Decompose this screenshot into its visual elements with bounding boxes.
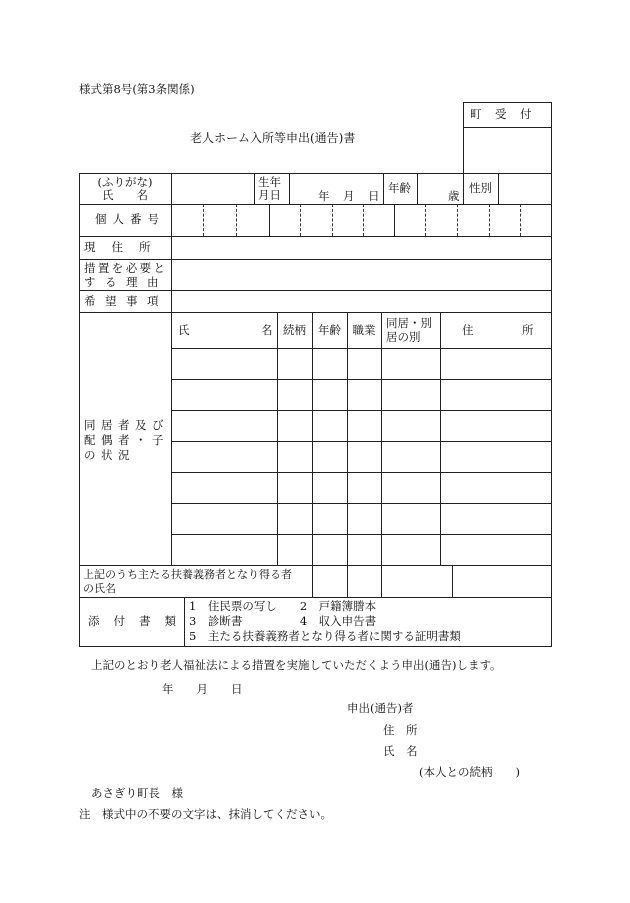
household-label-2: 配偶者・子 xyxy=(84,433,169,447)
applicant-label: 申出(通告)者 xyxy=(347,701,414,715)
age-label: 年齢 xyxy=(388,181,411,195)
col-address-a: 住 xyxy=(462,323,474,337)
col-job: 職業 xyxy=(352,323,376,337)
col-name-b: 名 xyxy=(261,323,273,337)
support-label-1: 上記のうち主たる扶養義務者となり得る者 xyxy=(83,568,292,581)
birth-month-unit: 月 xyxy=(343,189,355,203)
applicant-name-label: 氏 名 xyxy=(383,744,418,758)
reason-label-2: する理由 xyxy=(84,275,168,289)
relation-label: (本人との続柄 ) xyxy=(419,765,520,779)
household-label-3: の状況 xyxy=(84,448,135,462)
declaration-statement: 上記のとおり老人福祉法による措置を実施していただくよう申出(通告)します。 xyxy=(91,658,502,672)
individual-number-label: 個人番号 xyxy=(95,212,165,226)
attachment-item-3: 5 主たる扶養義務者となり得る者に関する証明書類 xyxy=(189,629,461,643)
attachments-label: 添付書類 xyxy=(88,614,190,628)
sex-label: 性別 xyxy=(469,181,492,195)
birthdate-label-2: 月日 xyxy=(258,188,281,202)
current-address-label: 現住所 xyxy=(84,240,167,254)
attachment-item-2: 3 診断書 4 収入申告書 xyxy=(189,614,377,628)
declaration-date: 年 月 日 xyxy=(162,682,243,696)
birth-day-unit: 日 xyxy=(368,189,380,203)
col-cohabit-2: 居の別 xyxy=(386,330,421,344)
addressee: あさぎり町長 様 xyxy=(91,786,183,800)
applicant-address-label: 住 所 xyxy=(383,723,418,737)
age-unit: 歳 xyxy=(448,189,460,203)
furigana-label: (ふりがな) xyxy=(97,175,153,189)
form-title: 老人ホーム入所等申出(通告)書 xyxy=(190,131,356,145)
reception-stamp-label: 町 受 付 xyxy=(470,107,533,121)
note: 注 様式中の不要の文字は、抹消してください。 xyxy=(79,807,332,821)
col-age: 年齢 xyxy=(318,323,341,337)
name-label: 氏 名 xyxy=(102,188,148,202)
form-number: 様式第8号(第3条関係) xyxy=(79,82,195,96)
col-cohabit-1: 同居・別 xyxy=(386,316,432,330)
request-label: 希望事項 xyxy=(84,294,168,308)
reason-label-1: 措置を必要と xyxy=(84,261,168,275)
col-name-a: 氏 xyxy=(178,323,190,337)
birth-year-unit: 年 xyxy=(318,189,330,203)
col-relation: 続柄 xyxy=(283,323,306,337)
col-address-b: 所 xyxy=(522,323,534,337)
household-label-1: 同居者及び xyxy=(84,418,169,432)
birthdate-label-1: 生年 xyxy=(258,175,281,189)
attachment-item-1: 1 住民票の写し 2 戸籍簿謄本 xyxy=(189,599,377,613)
support-label-2: の氏名 xyxy=(83,582,116,595)
